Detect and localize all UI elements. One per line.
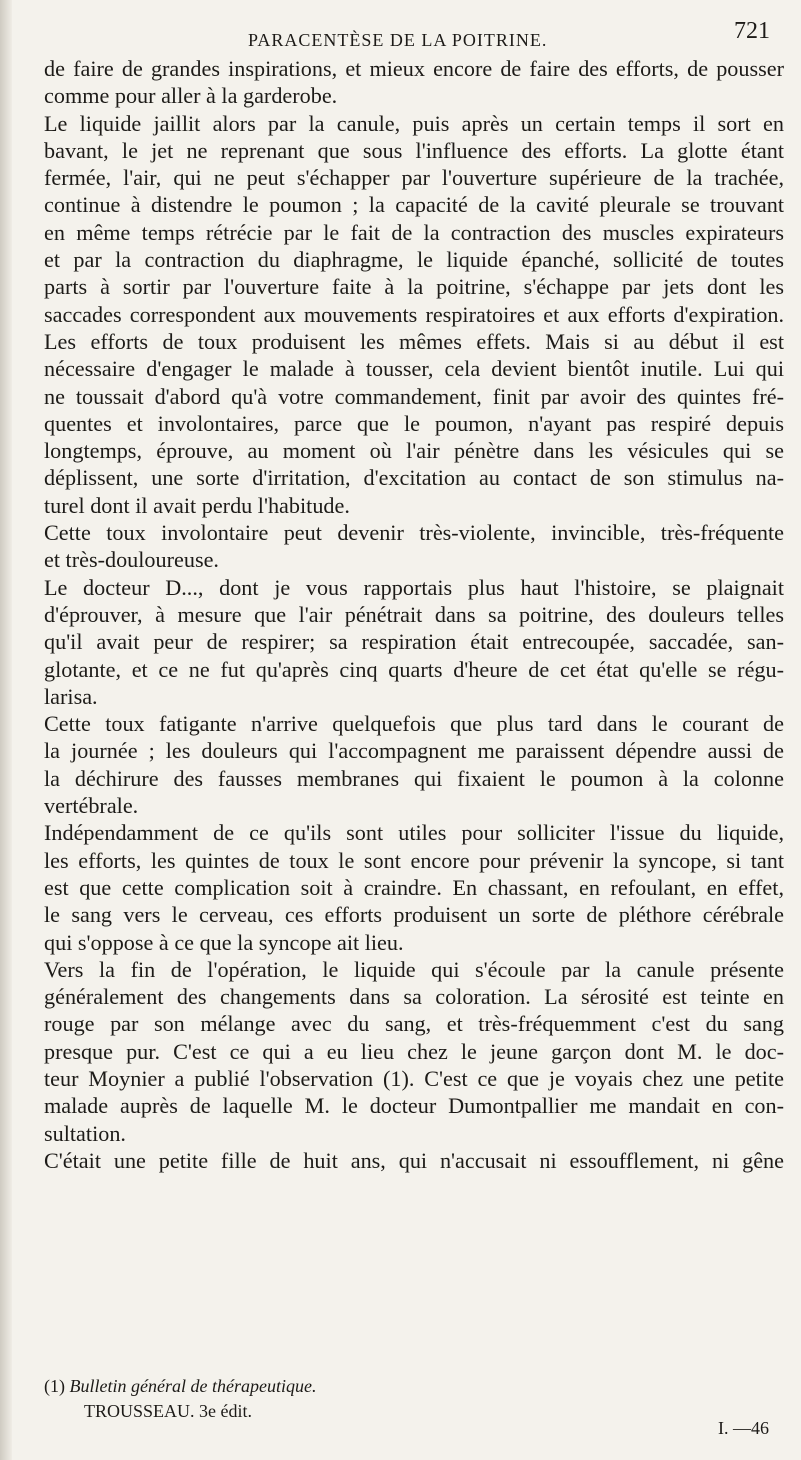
scan-edge-shadow [0, 0, 12, 1460]
text-line: nécessaire d'engager le malade à tousser, cela devient bientôt inutile. Lui qui [44, 356, 784, 382]
text-line: rouge par son mélange avec du sang, et très-fréquemment c'est du sang [44, 1011, 784, 1037]
signature-mark: I. —46 [718, 1418, 769, 1438]
text-line: glotante, et ce ne fut qu'après cinq quarts d'heure de cet état qu'elle se régu- [44, 656, 784, 682]
text-line: continue à distendre le poumon ; la capacité de la cavité pleurale se trouvant [44, 192, 784, 218]
text-line: larisa. [44, 683, 98, 709]
text-line: longtemps, éprouve, au moment où l'air pénètre dans les vésicules qui se [44, 438, 784, 464]
text-line: parts à sortir par l'ouverture faite à la poitrine, s'échappe par jets dont les [44, 274, 784, 300]
text-line: C'était une petite fille de huit ans, qui n'accusait ni essoufflement, ni gêne [44, 1147, 784, 1173]
text-line: et par la contraction du diaphragme, le liquide épanché, sollicité de toutes [44, 247, 784, 273]
text-line: la déchirure des fausses membranes qui fixaient le poumon à la colonne [44, 765, 784, 791]
text-line: d'éprouver, à mesure que l'air pénétrait dans sa poitrine, des douleurs telles [44, 601, 784, 627]
body-text [44, 55, 784, 1174]
text-line: déplissent, une sorte d'irritation, d'excitation au contact de son stimulus na- [44, 465, 784, 491]
text-line: la journée ; les douleurs qui l'accompagnent me paraissent dépendre aussi de [44, 738, 784, 764]
footnote-text: Bulletin général de thérapeutique. [69, 1376, 317, 1396]
text-line: Indépendamment de ce qu'ils sont utiles pour solliciter l'issue du liquide, [44, 820, 784, 846]
text-line: Cette toux involontaire peut devenir très-violente, invincible, très-fréquente [44, 520, 784, 546]
text-line: quentes et involontaires, parce que le poumon, n'ayant pas respiré depuis [44, 410, 784, 436]
text-line: Cette toux fatigante n'arrive quelquefois que plus tard dans le courant de [44, 711, 784, 737]
text-line: Vers la fin de l'opération, le liquide qui s'écoule par la canule présente [44, 956, 784, 982]
text-line: Le docteur D..., dont je vous rapportais plus haut l'histoire, se plaignait [44, 574, 784, 600]
page-number: 721 [734, 18, 770, 44]
text-line: et très-douloureuse. [44, 547, 219, 573]
text-line: qui s'oppose à ce que la syncope ait lieu. [44, 929, 404, 955]
text-line: comme pour aller à la garderobe. [44, 83, 338, 109]
text-line: généralement des changements dans sa coloration. La sérosité est teinte en [44, 984, 784, 1010]
footnote-marker: (1) [44, 1376, 65, 1396]
text-line: saccades correspondent aux mouvements respiratoires et aux efforts d'expiration. [44, 301, 784, 327]
text-line: de faire de grandes inspirations, et mieux encore de faire des efforts, de pousser [44, 56, 784, 81]
text-line: teur Moynier a publié l'observation (1). C'est ce que je voyais chez une petite [44, 1065, 784, 1091]
footnote-citation [44, 1374, 784, 1399]
text-line: fermée, l'air, qui ne peut s'échapper par l'ouverture supérieure de la trachée, [44, 165, 784, 191]
footnote [44, 1374, 784, 1424]
footnote-author: TROUSSEAU. 3e édit. [84, 1401, 252, 1421]
running-title: PARACENTÈSE DE LA POITRINE. [248, 30, 548, 50]
text-line: vertébrale. [44, 793, 139, 819]
text-line: les efforts, les quintes de toux le sont encore pour prévenir la syncope, si tant [44, 847, 784, 873]
text-line: en même temps rétrécie par le fait de la contraction des muscles expirateurs [44, 219, 784, 245]
text-line: le sang vers le cerveau, ces efforts produisent un sorte de pléthore cérébrale [44, 902, 784, 928]
text-line: sultation. [44, 1120, 126, 1146]
text-line: Le liquide jaillit alors par la canule, puis après un certain temps il sort en [44, 110, 784, 136]
text-line: bavant, le jet ne reprenant que sous l'influence des efforts. La glotte étant [44, 137, 784, 163]
text-line: est que cette complication soit à craindre. En chassant, en refoulant, en effet, [44, 874, 784, 900]
text-line: presque pur. C'est ce qui a eu lieu chez le jeune garçon dont M. le doc- [44, 1038, 784, 1064]
page-header [40, 18, 770, 58]
text-line: malade auprès de laquelle M. le docteur Dumontpallier me mandait en con- [44, 1093, 784, 1119]
text-line: qu'il avait peur de respirer; sa respiration était entrecoupée, saccadée, san- [44, 629, 784, 655]
text-line: turel dont il avait perdu l'habitude. [44, 492, 350, 518]
text-line: Les efforts de toux produisent les mêmes effets. Mais si au début il est [44, 328, 784, 354]
text-line: ne toussait d'abord qu'à votre commandement, finit par avoir des quintes fré- [44, 383, 784, 409]
